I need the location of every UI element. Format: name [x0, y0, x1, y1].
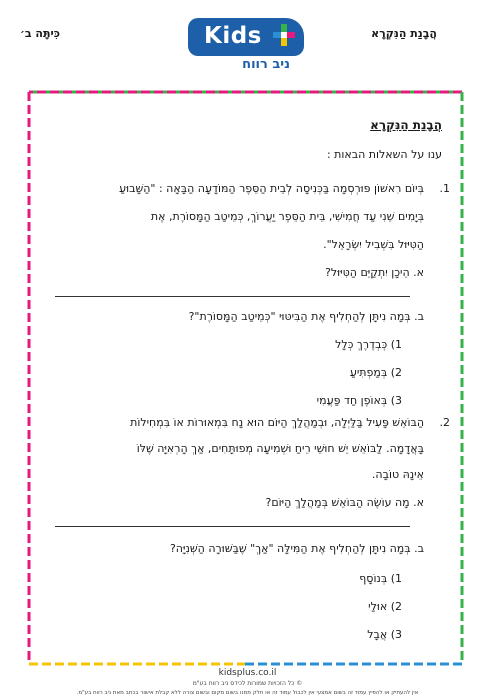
footer-copyright: © כל הזכויות שמורות לכידס ניב רווח בע"מ: [192, 680, 303, 687]
q1-option[interactable]: 3) בְּאוֹפֶן חַד פַּעֲמִי: [316, 394, 402, 407]
question-2-line: בָּאֲדָמָה. לַבּוֹאֵשׁ יֵשׁ חוּשֵׁי רֵיחַ וּשְׁמִיעָה מְפוּתָּחִים, אַךְ הָרְאִיָּה שֶׁלּוֹ: [136, 442, 424, 455]
question-2-line: הַבּוֹאֵשׁ פָּעִיל בַּלַּיְלָה, וּבְמַהֲלַךְ הַיּוֹם הוּא נָח בִּמְאוּרוֹת אוֹ בִּמְחִילוֹת: [130, 416, 424, 429]
question-2-number: 2.: [439, 416, 450, 429]
instruction-text: ענו על השאלות הבאות :: [326, 148, 442, 161]
header-grade: כִּיתָּה ב׳: [20, 27, 60, 40]
page-footer: [0, 668, 495, 696]
question-1b: ב. בְּמָה נִיתָּן לְהַחְלִיף אֶת הַבִּיטּוּי "כְּמֵיטַב הַמָּסוֹרֶת"?: [188, 310, 424, 323]
q2-option[interactable]: 3) אֲבָל: [367, 628, 402, 641]
kids-logo: [188, 18, 304, 74]
question-1-line: בְּיוֹם רִאשׁוֹן פּוּרְסְמָה בַּכְּנִיסָה לְבֵית הַסֵּפֶר הַמּוֹדָעָה הַבָּאָה : "הַשָּׁבוּעַ: [119, 182, 424, 195]
question-1a: א. הֵיכָן יִתְקַיֵּם הַטִּיּוּל?: [325, 266, 424, 279]
logo-subtitle: ניב רווח: [242, 57, 290, 72]
header-subject: הֲבָנַת הַנִּקְרָא: [371, 27, 437, 40]
question-2a: א. מָה עוֹשֶׂה הַבּוֹאֵשׁ בְּמַהֲלַךְ הַיּוֹם?: [265, 496, 424, 509]
question-2b: ב. בְּמָה נִיתָּן לְהַחְלִיף אֶת הַמִּילָּה "אַךְ" שֶׁבַּשּׁוּרָה הַשְּׁנִיָּה?: [169, 542, 424, 555]
footer-legal-note: אין להעתיק או להפיץ עמוד זה בשום אמצעי אין לכבול עמוד זה או חלק ממנו בשום מקום ובשום צורה ללא קבלת אישור בכתב מאת ניב רווח בע"מ.: [76, 690, 419, 696]
question-1-line: בְּיָמִים שֵׁנִי עַד חֲמִישִׁי, בֵּית הַסֵּפֶר יַעֲרוֹךְ, כְּמֵיטַב הַמָּסוֹרֶת, אֶת: [150, 210, 424, 223]
q1-option[interactable]: 1) כְּבְדֶרֶךְ כְּלָל: [335, 338, 402, 351]
question-1-number: 1.: [439, 182, 450, 195]
answer-line[interactable]: [55, 526, 410, 527]
footer-site[interactable]: kidsplus.co.il: [218, 668, 277, 678]
question-1-line: הַטִּיּוּל בִּשְׁבִיל יִשְׂרָאֵל".: [323, 238, 424, 251]
plus-icon: [273, 24, 295, 46]
q2-option[interactable]: 1) בְּנוֹסָף: [359, 572, 402, 585]
worksheet-title: הֲבָנַת הַנִּקְרָא: [370, 118, 442, 132]
q2-option[interactable]: 2) אוּלַי: [368, 600, 402, 613]
answer-line[interactable]: [55, 296, 410, 297]
page-header: [0, 0, 495, 80]
logo-word: Kids: [204, 23, 262, 49]
question-2-line: אֵינָהּ טוֹבָה.: [371, 468, 424, 481]
q1-option[interactable]: 2) בְּמַפְתִּיעַ: [349, 366, 402, 379]
